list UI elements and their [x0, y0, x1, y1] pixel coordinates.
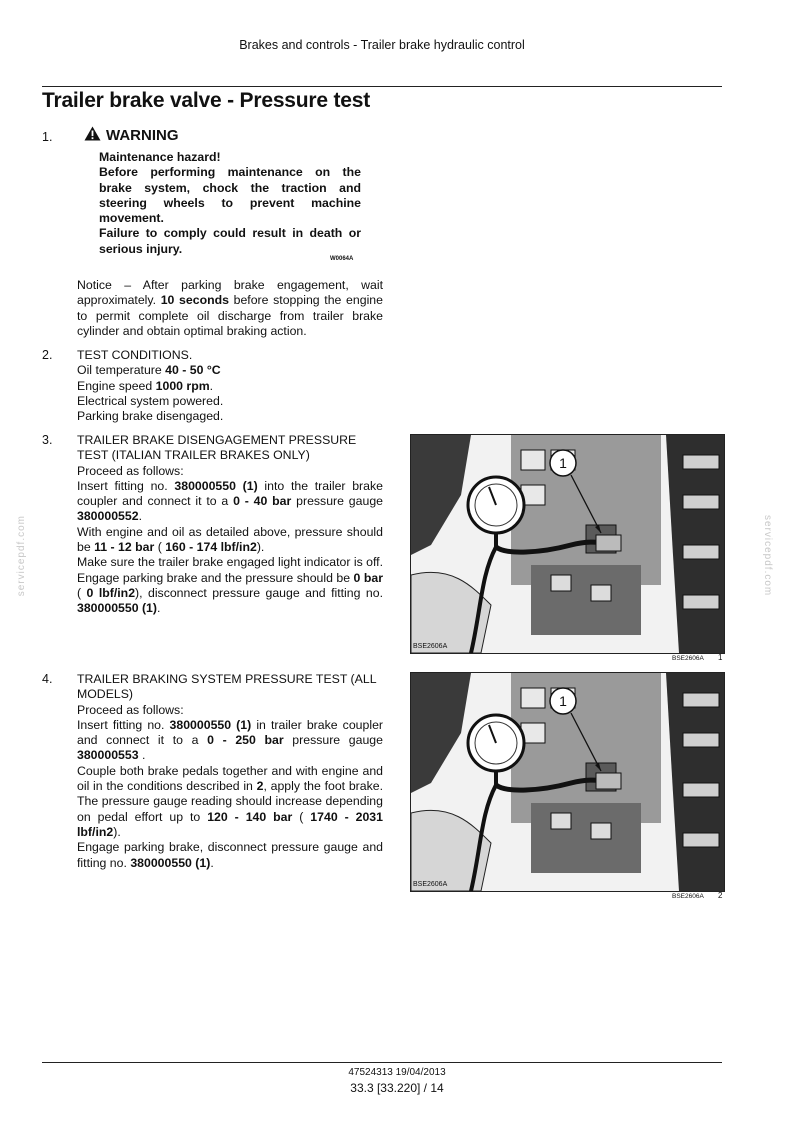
step4-heading: TRAILER BRAKING SYSTEM PRESSURE TEST (ALL MODELS) [77, 672, 377, 702]
warning-heading [84, 126, 179, 145]
warning-heading-text: WARNING [106, 127, 179, 144]
conditions-engine: Engine speed 1000 rpm. [77, 378, 214, 393]
step3-paragraph-c: Make sure the trailer brake engaged light indicator is off. [77, 555, 383, 570]
warning-line-3: Failure to comply could result in death or serious injury. [99, 226, 361, 256]
figure-1-inner-label: BSE2606A [413, 643, 448, 650]
test-conditions [77, 348, 383, 424]
conditions-parking: Parking brake disengaged. [77, 409, 224, 424]
notice-pre: Notice – After parking brake engagement, wait approximately. [77, 278, 383, 308]
step3-paragraph-a: Insert fitting no. 380000550 (1) into the trailer brake coupler and connect it to a 0 - 40 bar pressure gauge 380000552. [77, 478, 383, 524]
figure-2-photo [410, 672, 725, 892]
conditions-electrical: Electrical system powered. [77, 393, 224, 408]
figure-2-number: 2 [718, 891, 723, 900]
figure-1-number: 1 [718, 653, 723, 662]
gauge-illustration [411, 673, 724, 891]
gauge-illustration [411, 435, 724, 653]
footer-doc: 47524313 19/04/2013 [348, 1067, 446, 1078]
notice-paragraph [77, 278, 383, 339]
warning-line-2: Before performing maintenance on the brake system, chock the traction and steering wheels to prevent machine movement. [99, 165, 361, 226]
conditions-heading: TEST CONDITIONS. [77, 348, 193, 362]
header-rule [42, 86, 722, 87]
step3-heading: TRAILER BRAKE DISENGAGEMENT PRESSURE TEST (ITALIAN TRAILER BRAKES ONLY) [77, 433, 357, 463]
footer-rule [42, 1062, 722, 1063]
figure-2-inner-label: BSE2606A [413, 881, 448, 888]
figure-1-caption: BSE2606A [672, 655, 704, 662]
step3-paragraph-b: With engine and oil as detailed above, pressure should be 11 - 12 bar ( 160 - 174 lbf/in2). [77, 524, 383, 555]
step4-text [77, 672, 383, 871]
figure-2-callout: 1 [559, 693, 567, 709]
step4-paragraph-c: Engage parking brake, disconnect pressure gauge and fitting no. 380000550 (1). [77, 840, 383, 870]
watermark-left: servicepdf.com [16, 515, 27, 597]
notice-post: before stopping the engine to permit complete oil discharge from trailer brake cylinder and obtain optimal braking action. [77, 293, 383, 338]
figure-1-callout: 1 [559, 455, 567, 471]
step3-text [77, 433, 383, 617]
step4-proceed: Proceed as follows: [77, 702, 184, 717]
notice-bold: 10 seconds [160, 293, 229, 308]
figure-1-photo [410, 434, 725, 654]
step-number-4: 4. [42, 672, 53, 686]
page-title: Trailer brake valve - Pressure test [42, 89, 371, 112]
running-header: Brakes and controls - Trailer brake hydraulic control [239, 38, 525, 52]
step4-paragraph-a: Insert fitting no. 380000550 (1) in trailer brake coupler and connect it to a 0 - 250 bar pressure gauge 380000553 . [77, 717, 384, 763]
step-number-1: 1. [42, 130, 53, 144]
figure-2-caption: BSE2606A [672, 893, 704, 900]
warning-code: W0064A [330, 256, 354, 262]
step-number-3: 3. [42, 433, 53, 447]
step3-proceed: Proceed as follows: [77, 463, 184, 478]
step4-paragraph-b: Couple both brake pedals together and with engine and oil in the conditions described in 2, apply the foot brake. The pressure gauge reading should increase depending on pedal effort up to 120 - 140 bar ( 1740 - 2031 lbf/in2). [77, 763, 383, 839]
warning-line-1: Maintenance hazard! [99, 150, 221, 164]
warning-triangle-icon [84, 126, 101, 145]
step-number-2: 2. [42, 348, 53, 362]
footer-page: 33.3 [33.220] / 14 [350, 1081, 444, 1095]
watermark-right: servicepdf.com [762, 515, 773, 597]
step3-paragraph-d: Engage parking brake and the pressure should be 0 bar ( 0 lbf/in2), disconnect pressure gauge and fitting no. 380000550 (1). [77, 570, 383, 616]
conditions-oil: Oil temperature 40 - 50 °C [77, 363, 221, 378]
warning-text [99, 150, 361, 257]
